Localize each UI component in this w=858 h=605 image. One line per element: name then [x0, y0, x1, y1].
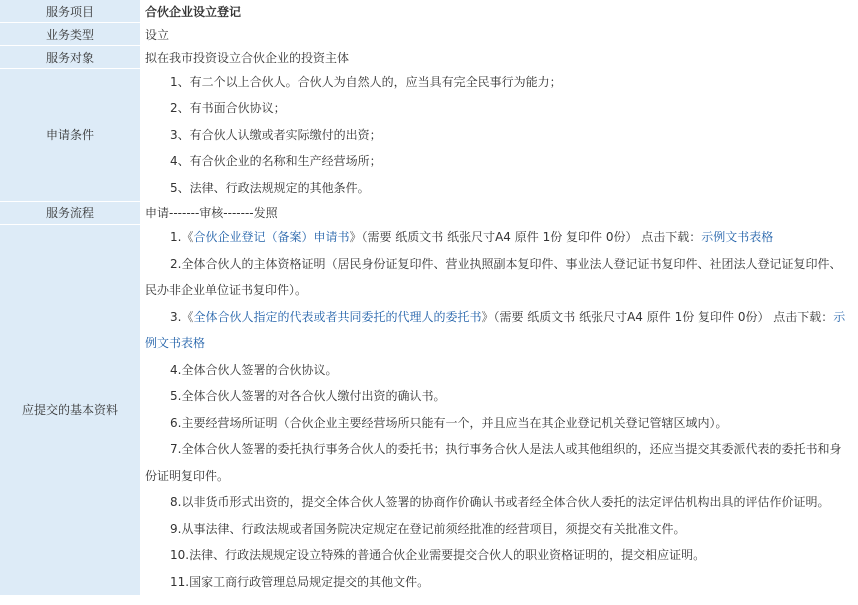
- material-item-6: 6.主要经营场所证明（合伙企业主要经营场所只能有一个，并且应当在其企业登记机关登记管辖区域内）。: [170, 415, 728, 430]
- business-type-value: 设立: [140, 23, 858, 46]
- material-item-10: 10.法律、行政法规规定设立特殊的普通合伙企业需要提交合伙人的职业资格证明的，提交相应证明。: [170, 548, 706, 562]
- conditions-label: 申请条件: [0, 69, 140, 202]
- condition-item: 1、有二个以上合伙人。合伙人为自然人的，应当具有完全民事行为能力；: [170, 74, 562, 89]
- download-sample-link-cont[interactable]: 例文书表格: [145, 336, 206, 350]
- business-type-label: 业务类型: [0, 23, 140, 46]
- row-service-object: [0, 46, 858, 69]
- download-sample-link[interactable]: 示例文书表格: [701, 230, 774, 244]
- conditions-list: [140, 69, 858, 202]
- condition-item: 2、有书面合伙协议；: [170, 101, 286, 115]
- row-business-type: [0, 23, 858, 46]
- material-item-8: 8.以非货币形式出资的，提交全体合伙人签署的协商作价确认书或者经全体合伙人委托的法定评估机构出具的评估作价证明。: [170, 495, 830, 509]
- row-flow: [0, 201, 858, 224]
- condition-item: 3、有合伙人认缴或者实际缴付的出资；: [170, 127, 382, 142]
- material-item-9: 9.从事法律、行政法规或者国务院决定规定在登记前须经批准的经营项目，须提交有关批准文件。: [170, 521, 686, 536]
- material-item-2: 2.全体合伙人的主体资格证明（居民身份证复印件、营业执照副本复印件、事业法人登记证书复印件、社团法人登记证复印件、 民办非企业单位证书复印件）。: [145, 256, 842, 297]
- material-item-7: 7.全体合伙人签署的委托执行事务合伙人的委托书；执行事务合伙人是法人或其他组织的，还应当提交其委派代表的委托书和身 份证明复印件。: [145, 442, 842, 483]
- flow-value: 申请-------审核-------发照: [140, 201, 858, 224]
- service-object-value: 拟在我市投资设立合伙企业的投资主体: [140, 46, 858, 69]
- row-materials: [0, 224, 858, 595]
- row-conditions: [0, 69, 858, 202]
- material-item-4: 4.全体合伙人签署的合伙协议。: [170, 362, 338, 377]
- service-item-value: 合伙企业设立登记: [140, 0, 858, 23]
- service-item-label: 服务项目: [0, 0, 140, 23]
- materials-list: [140, 224, 858, 595]
- power-of-attorney-link[interactable]: 全体合伙人指定的代表或者共同委托的代理人的委托书: [193, 309, 482, 324]
- material-item-5: 5.全体合伙人签署的对各合伙人缴付出资的确认书。: [170, 389, 446, 403]
- material-item-3: 3.《全体合伙人指定的代表或者共同委托的代理人的委托书》（需要 纸质文书 纸张尺寸A4 原件 1份 复印件 0份） 点击下载：示 例文书表格: [145, 309, 846, 350]
- row-service-item: [0, 0, 858, 23]
- download-sample-link[interactable]: 示: [833, 309, 846, 324]
- materials-label: 应提交的基本资料: [0, 224, 140, 595]
- application-form-link[interactable]: 合伙企业登记（备案）申请书: [193, 230, 350, 244]
- flow-label: 服务流程: [0, 201, 140, 224]
- material-item-1: 1.《合伙企业登记（备案）申请书》（需要 纸质文书 纸张尺寸A4 原件 1份 复印件 0份） 点击下载：示例文书表格: [170, 230, 774, 244]
- condition-item: 4、有合伙企业的名称和生产经营场所；: [170, 154, 382, 168]
- condition-item: 5、法律、行政法规规定的其他条件。: [170, 180, 370, 195]
- material-item-11: 11.国家工商行政管理总局规定提交的其他文件。: [170, 574, 430, 589]
- service-object-label: 服务对象: [0, 46, 140, 69]
